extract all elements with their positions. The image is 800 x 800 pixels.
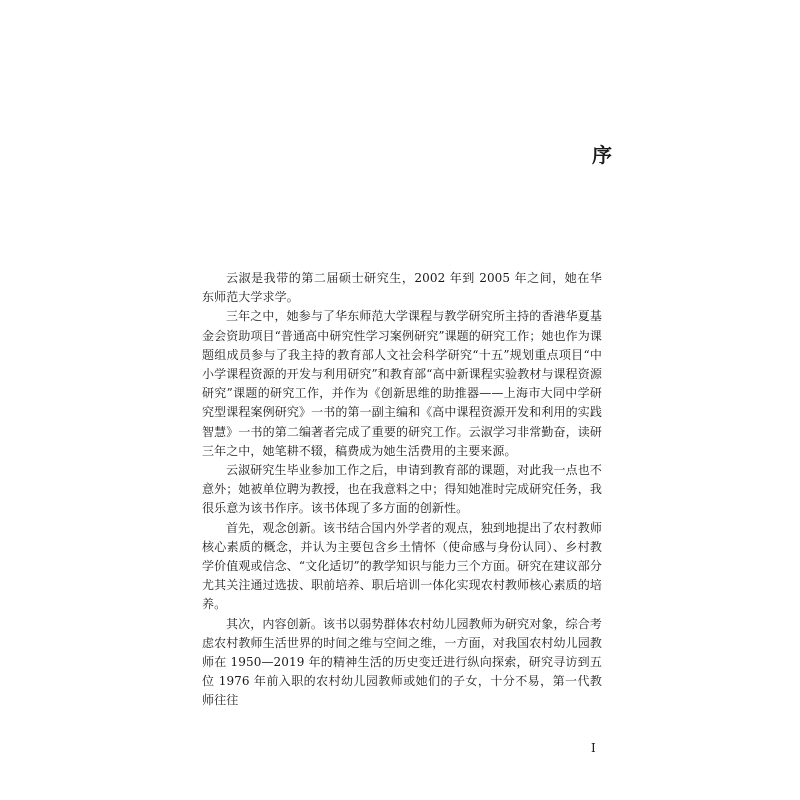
paragraph: 其次，内容创新。该书以弱势群体农村幼儿园教师为研究对象，综合考虑农村教师生活世界的时间之维与空间之维，一方面，对我国农村幼儿园教师在 1950—2019 年的精神生活的历史变迁进行纵向探索，研究寻访到五位 1976 年前入职的农村幼儿园教师或她们的子女，十分不易，第一代教师往往 xyxy=(202,616,602,708)
page-number: I xyxy=(591,741,596,755)
paragraph: 三年之中，她参与了华东师范大学课程与教学研究所主持的香港华夏基金会资助项目“普通高中研究性学习案例研究”课题的研究工作；她也作为课题组成员参与了我主持的教育部人文社会科学研究“十五”规划重点项目“中小学课程资源的开发与利用研究”和教育部“高中新课程实验教材与课程资源研究”课题的研究工作，并作为《创新思维的助推器——上海市大同中学研究型课程案例研究》一书的第一副主编和《高中课程资源开发和利用的实践智慧》一书的第二编著者完成了重要的研究工作。云淑学习非常勤奋，读研三年之中，她笔耕不辍，稿费成为她生活费用的主要来源。 xyxy=(202,309,602,458)
paragraph: 云淑研究生毕业参加工作之后，申请到教育部的课题，对此我一点也不意外；她被单位聘为教授，也在我意料之中；得知她准时完成研究任务，我很乐意为该书作序。该书体现了多方面的创新性。 xyxy=(202,463,602,516)
preface-title: 序 xyxy=(592,143,612,167)
preface-body xyxy=(202,269,602,711)
paragraph: 首先，观念创新。该书结合国内外学者的观点，独到地提出了农村教师核心素质的概念，并认为主要包含乡土情怀（使命感与身份认同）、乡村教学价值观或信念、“文化适切”的教学知识与能力三个方面。研究在建议部分尤其关注通过选拔、职前培养、职后培训一体化实现农村教师核心素质的培养。 xyxy=(202,520,602,612)
paragraph: 云淑是我带的第二届硕士研究生，2002 年到 2005 年之间，她在华东师范大学求学。 xyxy=(202,271,602,305)
